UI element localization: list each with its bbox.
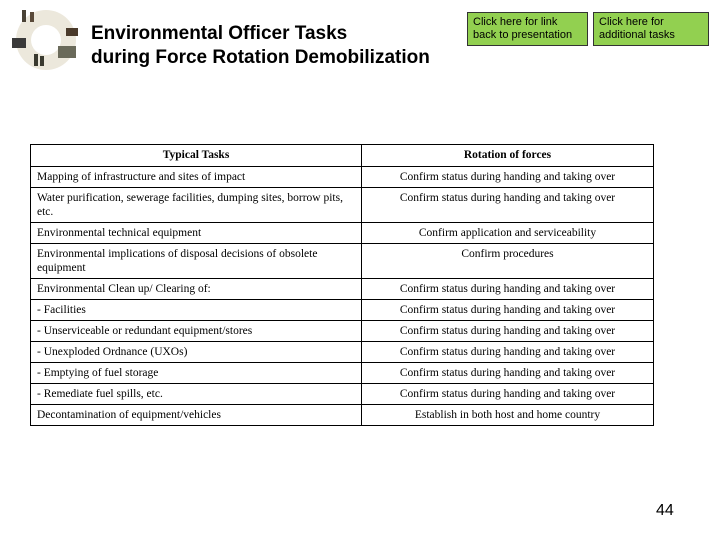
page-title [91, 22, 430, 70]
task-cell: Environmental Clean up/ Clearing of: [31, 279, 362, 300]
table-row [31, 223, 654, 244]
back-to-presentation-button[interactable]: Click here for link back to presentation [467, 12, 588, 46]
rotation-cell: Confirm procedures [362, 244, 654, 279]
table-row [31, 244, 654, 279]
table-row [31, 342, 654, 363]
title-line-2: during Force Rotation Demobilization [91, 47, 430, 68]
rotation-cell: Confirm application and serviceability [362, 223, 654, 244]
table-row [31, 279, 654, 300]
header-typical-tasks: Typical Tasks [31, 145, 362, 167]
table-row [31, 188, 654, 223]
task-cell: Water purification, sewerage facilities, dumping sites, borrow pits, etc. [31, 188, 362, 223]
title-line-1: Environmental Officer Tasks [91, 23, 348, 44]
table-row [31, 384, 654, 405]
logo-image [4, 6, 88, 72]
header-rotation-of-forces: Rotation of forces [362, 145, 654, 167]
task-cell: - Unexploded Ordnance (UXOs) [31, 342, 362, 363]
task-cell: - Remediate fuel spills, etc. [31, 384, 362, 405]
tasks-table [30, 144, 654, 426]
rotation-cell: Confirm status during handing and taking over [362, 342, 654, 363]
task-cell: - Facilities [31, 300, 362, 321]
rotation-cell: Confirm status during handing and taking over [362, 363, 654, 384]
task-cell: Environmental implications of disposal decisions of obsolete equipment [31, 244, 362, 279]
page-number: 44 [656, 502, 674, 519]
rotation-cell: Confirm status during handing and taking over [362, 167, 654, 188]
task-cell: - Unserviceable or redundant equipment/stores [31, 321, 362, 342]
additional-tasks-button[interactable]: Click here for additional tasks [593, 12, 709, 46]
task-cell: Environmental technical equipment [31, 223, 362, 244]
rotation-cell: Establish in both host and home country [362, 405, 654, 426]
task-cell: - Emptying of fuel storage [31, 363, 362, 384]
rotation-cell: Confirm status during handing and taking over [362, 384, 654, 405]
table-row [31, 167, 654, 188]
rotation-cell: Confirm status during handing and taking over [362, 188, 654, 223]
table-row [31, 363, 654, 384]
rotation-cell: Confirm status during handing and taking over [362, 321, 654, 342]
table-row [31, 405, 654, 426]
rotation-cell: Confirm status during handing and taking over [362, 279, 654, 300]
table-row [31, 321, 654, 342]
task-cell: Mapping of infrastructure and sites of impact [31, 167, 362, 188]
table-row [31, 300, 654, 321]
rotation-cell: Confirm status during handing and taking over [362, 300, 654, 321]
task-cell: Decontamination of equipment/vehicles [31, 405, 362, 426]
